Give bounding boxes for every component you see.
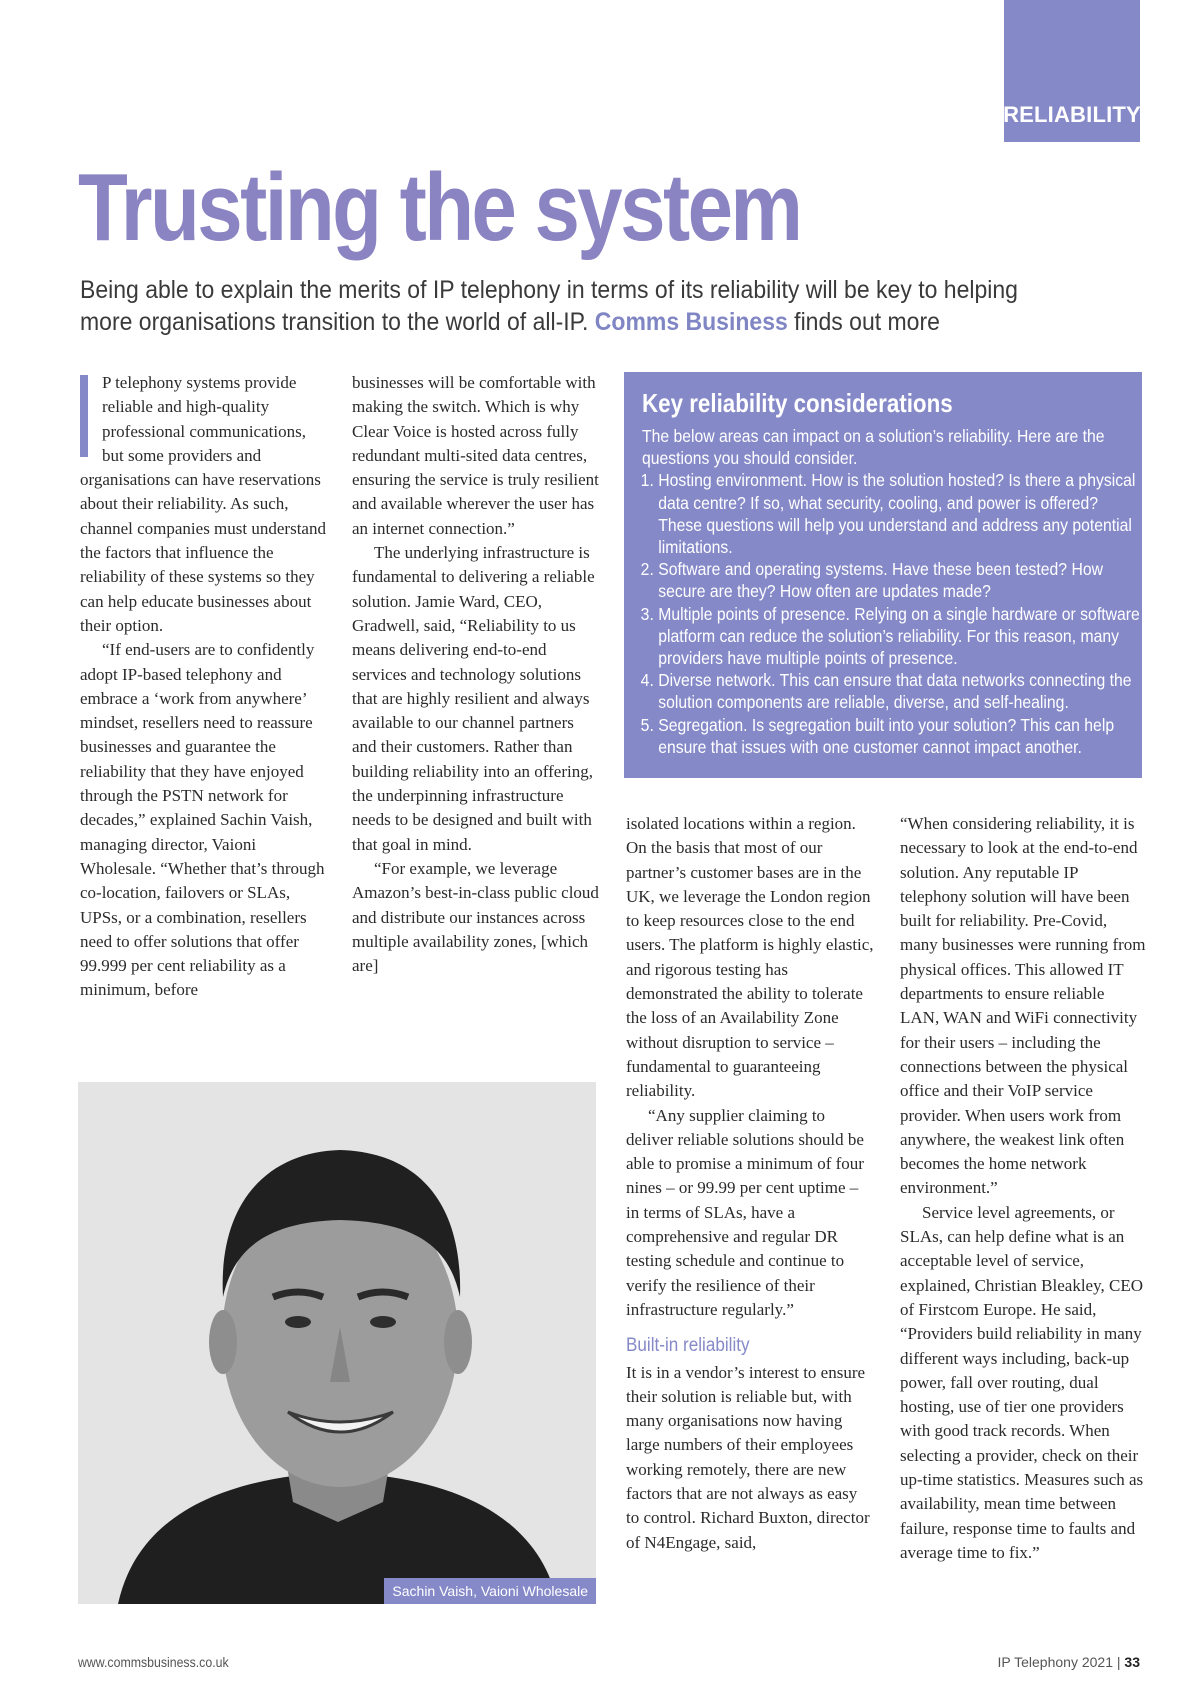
list-item: 1. Hosting environment. How is the solution hosted? Is there a physical data centre? If so, what security, cooling, and power is offered? These questions will help you understand and address any potential limitations. [658,469,1140,558]
section-tab [1004,0,1140,142]
footer-separator: | [1116,1654,1121,1670]
standfirst [80,274,1018,338]
paragraph-text: P telephony systems provide reliable and high-quality professional communications, but some providers and organisations can have reservations about their reliability. As such, channel companies must understand the factors that influence the reliability of these systems so they can help educate businesses about their option. [80,373,326,635]
paragraph: “Any supplier claiming to deliver reliable solutions should be able to promise a minimum of four nines – or 99.99 per cent uptime – in terms of SLAs, have a comprehensive and regular DR testing schedule and continue to verify the resilience of their infrastructure regularly.” [626,1105,864,1319]
paragraph: “If end-users are to confidently adopt IP-based telephony and embrace a ‘work from anywhere’ mindset, resellers need to reassure businesses and guarantee the reliability that they have enjoyed through the PSTN network for decades,” explained Sachin Vaish, managing director, Vaioni Wholesale. “Whether that’s through co-location, failovers or SLAs, UPSs, or a combination, resellers need to offer solutions that offer 99.999 per cent reliability as a minimum, before [80,640,325,1000]
article-column-1 [80,371,326,1003]
footer-website: www.commsbusiness.co.uk [78,1654,229,1670]
paragraph: Service level agreements, or SLAs, can help define what is an acceptable level of service, explained, Christian Bleakley, CEO of Firstcom Europe. He said, “Providers build reliability in many different ways including, back-up power, fall over routing, dual hosting, use of tier one providers with good track records. When selecting a provider, check on their up-time statistics. Measures such as availability, mean time between failure, response time to faults and average time to fix.” [900,1202,1144,1562]
page-title: Trusting the system [78,154,801,261]
issue-name: IP Telephony 2021 [997,1654,1113,1670]
article-column-2 [352,371,602,978]
footer-issue [998,1654,1140,1670]
standfirst-tail: finds out more [787,308,940,336]
photo-caption: Sachin Vaish, Vaioni Wholesale [384,1578,596,1604]
paragraph: “When considering reliability, it is necessary to look at the end-to-end solution. Any reputable IP telephony solution will have been built for reliability. Pre-Covid, many businesses were running from physical offices. This allowed IT departments to ensure reliable LAN, WAN and WiFi connectivity for their users – including the connections between the physical office and their VoIP service provider. When users work from anywhere, the weakest link often becomes the home network environment.” [900,814,1146,1198]
subheading: Built-in reliability [626,1335,750,1357]
paragraph: The underlying infrastructure is fundamental to delivering a reliable solution. Jamie Ward, CEO, Gradwell, said, “Reliability to us means delivering end-to-end services and technology solutions that are highly resilient and always available to our channel partners and their customers. Rather than building reliability into an offering, the underpinning infrastructure needs to be designed and built with that goal in mind. [352,543,595,854]
paragraph [80,371,326,638]
paragraph: It is in a vendor’s interest to ensure their solution is reliable but, with many organisations now having large numbers of their employees working remotely, there are new factors that are not always as easy to control. Richard Buxton, director of N4Engage, said, [626,1362,870,1552]
list-item: 2. Software and operating systems. Have these been tested? How secure are they? How often are updates made? [658,558,1140,602]
box-title: Key reliability considerations [642,388,953,418]
section-label: RELIABILITY [1003,102,1141,127]
article-column-3 [626,812,874,1555]
paragraph: businesses will be comfortable with making the switch. Which is why Clear Voice is hosted across fully redundant multi-sited data centres, ensuring the service is truly resilient and available wherever the user has an internet connection.” [352,373,599,538]
list-item: 4. Diverse network. This can ensure that data networks connecting the solution components are reliable, diverse, and self-healing. [658,669,1140,713]
paragraph: “For example, we leverage Amazon’s best-in-class public cloud and distribute our instances across multiple availability zones, [which are] [352,858,599,976]
portrait-photo [78,1082,596,1604]
key-considerations-box [624,372,1142,778]
page-number: 33 [1124,1654,1140,1670]
standfirst-brand: Comms Business [594,308,788,336]
article-column-4 [900,812,1146,1565]
box-intro: The below areas can impact on a solution’s reliability. Here are the questions you should consider. [642,426,1105,469]
paragraph: isolated locations within a region. On the basis that most of our partner’s customer bases are in the UK, we leverage the London region to keep resources close to the end users. The platform is highly elastic, and rigorous testing has demonstrated the ability to tolerate the loss of an Availability Zone without disruption to service – fundamental to guaranteeing reliability. [626,814,874,1101]
drop-cap-bar [80,375,88,457]
considerations-list [642,469,1140,758]
list-item: 5. Segregation. Is segregation built into your solution? This can help ensure that issues with one customer cannot impact another. [658,714,1140,758]
standfirst-lead: Being able to explain the merits of IP telephony in terms of its reliability will be key to helping more organisations transition to the world of all-IP. [80,276,1018,336]
list-item: 3. Multiple points of presence. Relying on a single hardware or software platform can reduce the solution’s reliability. For this reason, many providers have multiple points of presence. [658,603,1140,670]
portrait-illustration [78,1082,596,1604]
